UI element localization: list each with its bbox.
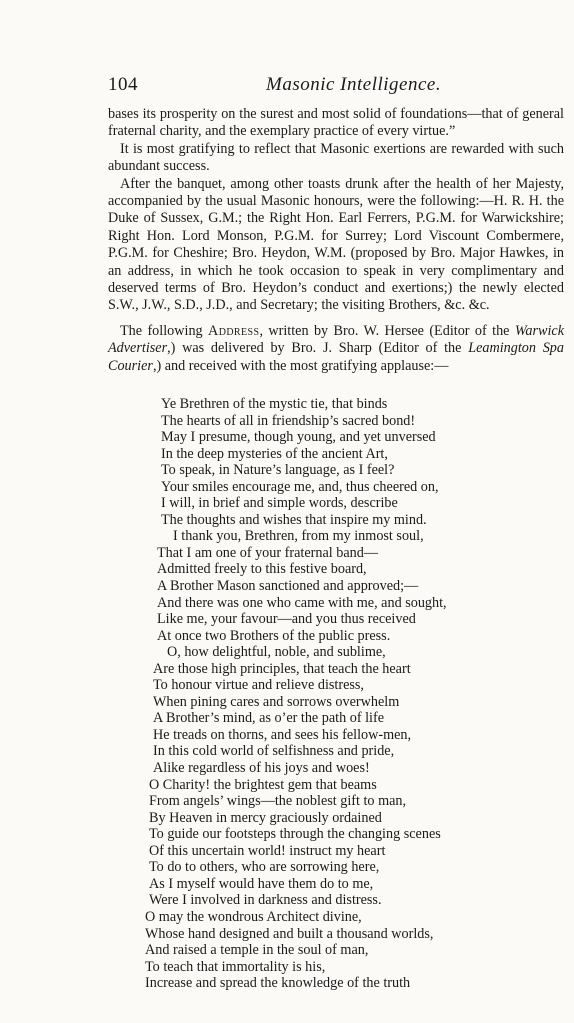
poem-line: I will, in brief and simple words, describe	[161, 495, 398, 512]
intro-text-c: , written by Bro. W. Hersee (Editor of the	[259, 322, 510, 339]
paragraph-address-intro	[108, 323, 564, 375]
poem-line: To speak, in Nature’s language, as I feel?	[161, 462, 395, 479]
poem-line: Admitted freely to this festive board,	[157, 561, 367, 578]
poem-line: By Heaven in mercy graciously ordained	[149, 809, 382, 826]
poem-line: Like me, your favour—and you thus received	[157, 611, 416, 628]
poem-line: O Charity! the brightest gem that beams	[149, 776, 377, 793]
poem-line: Were I involved in darkness and distress.	[149, 892, 382, 909]
poem-line: As I myself would have them do to me,	[149, 875, 374, 892]
page-number: 104	[108, 74, 138, 95]
paragraph-continuation: bases its prosperity on the surest and most solid of foundations—that of general fraternal charity, and the exemplary practice of every virtue.”	[108, 106, 564, 140]
paragraph-banquet-toasts: After the banquet, among other toasts drunk after the health of her Majesty, accompanied by the usual Masonic honours, were the following:—H. R. H. the Duke of Sussex, G.M.; the Right Hon. Earl Ferrers, P.G.M. for Warwickshire; Right Hon. Lord Monson, P.G.M. for Surrey; Lord Viscount Combermere, P.G.M. for Cheshire; Bro. Heydon, W.M. (proposed by Bro. Major Hawkes, in an address, in which he took occasion to speak in very complimentary and deserved terms of Bro. Heydon’s conduct and exertions;) the newly elected S.W., J.W., S.D., J.D., and Secretary; the visiting Brothers, &c. &c.	[108, 175, 564, 314]
poem-line: He treads on thorns, and sees his fellow-men,	[153, 726, 412, 743]
poem-line: And there was one who came with me, and sought,	[157, 594, 447, 611]
running-title: Masonic Intelligence.	[266, 74, 442, 95]
poem-line: The thoughts and wishes that inspire my mind.	[161, 511, 427, 528]
intro-text-e: ,) was delivered by Bro. J. Sharp (Editor of the	[167, 340, 462, 357]
poem-line: To guide our footsteps through the changing scenes	[149, 826, 441, 843]
poem-line: From angels’ wings—the noblest gift to man,	[149, 793, 407, 810]
poem-line: Increase and spread the knowledge of the truth	[145, 975, 411, 992]
poem-line: O, how delightful, noble, and sublime,	[167, 644, 386, 661]
poem-line: Ye Brethren of the mystic tie, that binds	[161, 396, 388, 412]
intro-text-g: ,) and received with the most gratifying applause:—	[152, 357, 449, 374]
poem-line: The hearts of all in friendship’s sacred bond!	[161, 412, 416, 429]
paragraph-success: It is most gratifying to reflect that Masonic exertions are rewarded with such abundant success.	[108, 140, 564, 175]
address-word: Address	[208, 322, 260, 339]
poem-line: May I presume, though young, and yet unversed	[161, 429, 436, 446]
poem-line: To do to others, who are sorrowing here,	[149, 859, 380, 876]
poem-line: To teach that immortality is his,	[145, 958, 326, 975]
newspaper-warwick-advertiser: Warwick Advertiser	[108, 322, 565, 357]
poem-line: In this cold world of selfishness and pride,	[153, 743, 395, 760]
poem-line: Your smiles encourage me, and, thus cheered on,	[161, 478, 439, 495]
poem-line: And raised a temple in the soul of man,	[145, 942, 369, 959]
poem-line: Are those high principles, that teach the heart	[153, 660, 411, 677]
poem-line: Whose hand designed and built a thousand worlds,	[145, 925, 434, 942]
poem-line: When pining cares and sorrows overwhelm	[153, 693, 400, 710]
poem-line: To honour virtue and relieve distress,	[153, 677, 364, 694]
poem-line: A Brother Mason sanctioned and approved;—	[157, 578, 419, 595]
newspaper-leamington-courier: Leamington Spa Courier	[108, 340, 564, 374]
poem-line: O may the wondrous Architect divine,	[145, 908, 362, 925]
page-header	[108, 74, 468, 100]
poem-address	[117, 396, 537, 992]
poem-line: That I am one of your fraternal band—	[157, 544, 379, 561]
poem-line: A Brother’s mind, as o’er the path of life	[153, 710, 385, 727]
poem-line: I thank you, Brethren, from my inmost soul,	[173, 528, 424, 545]
poem-line: Of this uncertain world! instruct my heart	[149, 842, 386, 859]
intro-text-a: The following	[120, 322, 203, 339]
body-text	[108, 106, 564, 375]
poem-line: Alike regardless of his joys and woes!	[153, 760, 370, 777]
poem-line: In the deep mysteries of the ancient Art,	[161, 445, 388, 462]
poem-line: At once two Brothers of the public press.	[157, 627, 391, 644]
